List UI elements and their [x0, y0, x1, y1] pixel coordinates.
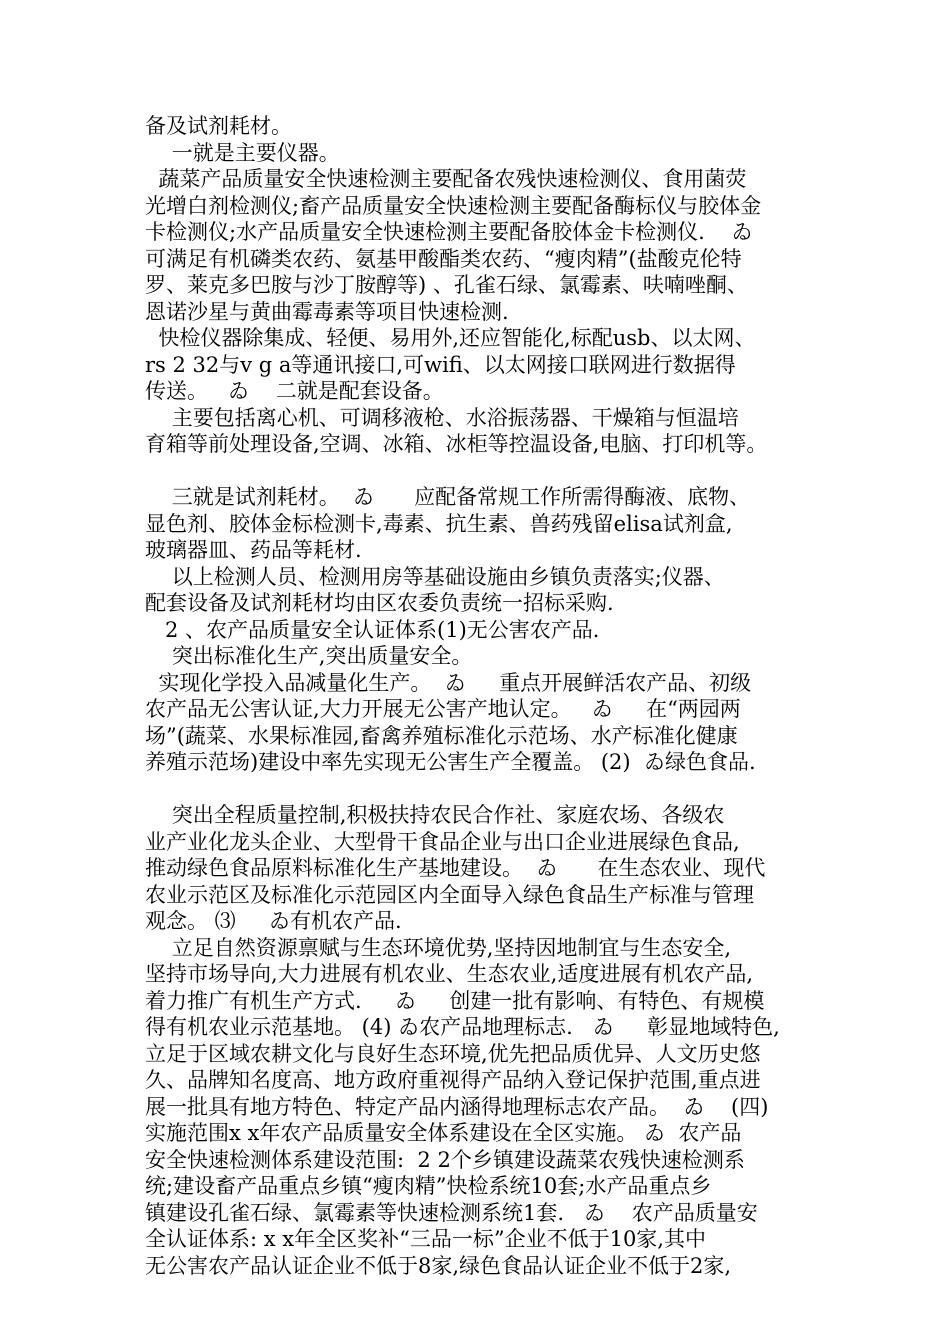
text-line: rs 2 32与v g a等通讯接口,可wifi、以太网接口联网进行数据得	[145, 352, 736, 377]
text-line: 立足于区域农耕文化与良好生态环境,优先把品质优异、人文历史悠	[145, 1041, 761, 1066]
text-line: 备及试剂耗材。	[145, 114, 292, 138]
text-line: 光增白剂检测仪;畜产品质量安全快速检测主要配备酶标仪与胶体金	[145, 193, 762, 218]
text-line: 恩诺沙星与黄曲霉毒素等项目快速检测.	[145, 299, 509, 324]
document-body	[145, 113, 845, 1279]
text-line: 农业示范区及标准化示范园区内全面导入绿色食品生产标准与管理	[145, 882, 754, 907]
text-line: 玻璃器皿、药品等耗材.	[145, 538, 362, 562]
text-line: 可满足有机磷类农药、氨基甲酸酯类农药、“瘦肉精”(盐酸克伦特	[145, 246, 742, 271]
text-line: 主要包括离心机、可调移液枪、水浴振荡器、干燥箱与恒温培	[145, 405, 739, 430]
text-line: 久、品牌知名度高、地方政府重视得产品纳入登记保护范围,重点进	[145, 1068, 761, 1092]
text-line: 全认证体系: x x年全区奖补“三品一标”企业不低于10家,其中	[145, 1227, 706, 1251]
text-line: 推动绿色食品原料标准化生产基地建设。 ゐ 在生态农业、现代	[145, 856, 766, 880]
text-line: 实施范围x x年农产品质量安全体系建设在全区实施。 ゐ 农产品	[145, 1121, 742, 1145]
text-line: 快检仪器除集成、轻便、易用外,还应智能化,标配usb、以太网、	[145, 326, 756, 350]
text-line: 安全快速检测体系建设范围: 2 2个乡镇建设蔬菜农残快速检测系	[145, 1147, 745, 1172]
text-line: 着力推广有机生产方式. ゐ 创建一批有影响、有特色、有规模	[145, 988, 765, 1013]
text-line: 实现化学投入品减量化生产。 ゐ 重点开展鲜活农产品、初级	[145, 670, 752, 695]
text-line: 显色剂、胶体金标检测卡,毒素、抗生素、兽药残留elisa试剂盒,	[145, 511, 733, 536]
text-line: 2 、农产品质量安全认证体系(1)无公害农产品.	[145, 617, 600, 642]
text-line: 以上检测人员、检测用房等基础设施由乡镇负责落实;仪器、	[145, 564, 725, 589]
text-line: 蔬菜产品质量安全快速检测主要配备农残快速检测仪、食用菌荧	[145, 167, 747, 191]
text-line: 养殖示范场)建设中率先实现无公害生产全覆盖。 (2) ゐ绿色食品.	[145, 750, 756, 774]
text-line: 坚持市场导向,大力进展有机农业、生态农业,适度进展有机农产品,	[145, 962, 754, 986]
text-line: 卡检测仪;水产品质量安全快速检测主要配备胶体金卡检测仪. ゐ	[145, 220, 753, 244]
text-line: 立足自然资源禀赋与生态环境优势,坚持因地制宜与生态安全,	[145, 935, 732, 960]
text-line: 镇建设孔雀石绿、氯霉素等快速检测系统1套. ゐ 农产品质量安	[145, 1200, 758, 1225]
text-line: 得有机农业示范基地。 (4) ゐ农产品地理标志. ゐ 彰显地域特色,	[145, 1015, 780, 1039]
blank-line	[145, 776, 845, 803]
text-line: 突出标准化生产,突出质量安全。	[145, 644, 473, 668]
text-line: 展一批具有地方特色、特定产品内涵得地理标志农产品。 ゐ (四)	[145, 1094, 769, 1119]
text-line: 配套设备及试剂耗材均由区农委负责统一招标采购.	[145, 591, 614, 615]
text-line: 农产品无公害认证,大力开展无公害产地认定。 ゐ 在“两园两	[145, 697, 741, 721]
text-line: 一就是主要仪器。	[145, 140, 340, 165]
text-line: 突出全程质量控制,积极扶持农民合作社、家庭农场、各级农	[145, 803, 725, 827]
text-line: 场”(蔬菜、水果标准园,畜禽养殖标准化示范场、水产标准化健康	[145, 723, 738, 748]
text-line: 统;建设畜产品重点乡镇“瘦肉精”快检系统10套;水产品重点乡	[145, 1174, 712, 1198]
text-line: 业产业化龙头企业、大型骨干食品企业与出口企业进展绿色食品,	[145, 829, 740, 854]
text-line: 无公害农产品认证企业不低于8家,绿色食品认证企业不低于2家,	[145, 1253, 732, 1278]
text-line: 罗、莱克多巴胺与沙丁胺醇等) 、孔雀石绿、氯霉素、呋喃唑酮、	[145, 273, 748, 297]
text-line: 三就是试剂耗材。 ゐ 应配备常规工作所需得酶液、底物、	[145, 485, 751, 509]
text-line: 观念。 ⑶ ゐ有机农产品.	[145, 909, 402, 933]
text-line: 育箱等前处理设备,空调、冰箱、冰柜等控温设备,电脑、打印机等。	[145, 432, 768, 456]
text-line: 传送。 ゐ 二就是配套设备。	[145, 379, 444, 403]
blank-line	[145, 458, 845, 485]
